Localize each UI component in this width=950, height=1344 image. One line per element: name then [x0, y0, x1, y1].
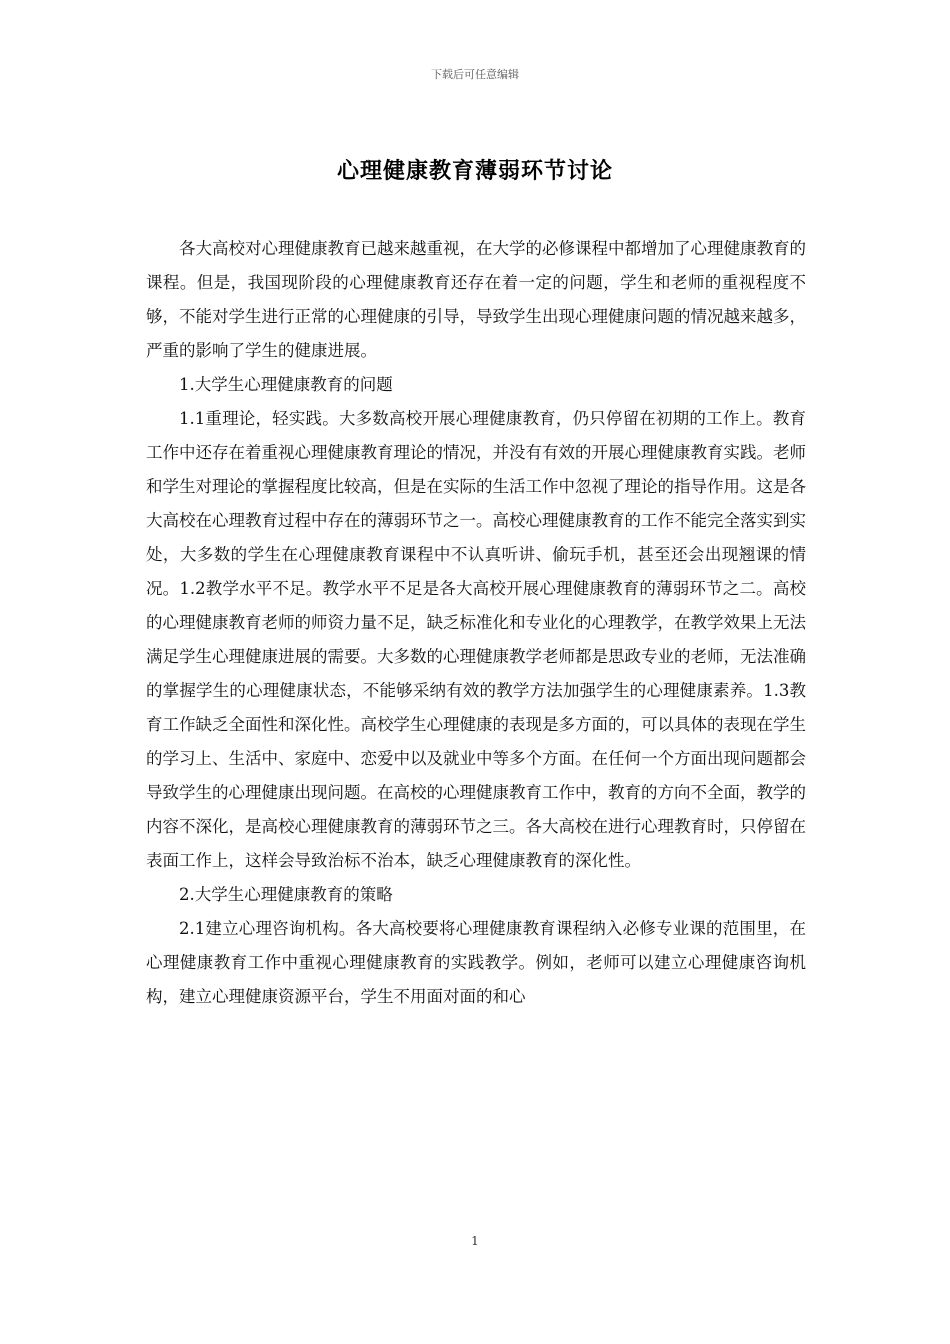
- section-heading-strategies: 2.大学生心理健康教育的策略: [179, 885, 393, 904]
- intro-paragraph: 各大高校对心理健康教育已越来越重视，在大学的必修课程中都增加了心理健康教育的课程。但是，我国现阶段的心理健康教育还存在着一定的问题，学生和老师的重视程度不够，不能对学生进行正常的心理健康的引导，导致学生出现心理健康问题的情况越来越多，严重的影响了学生的健康进展。: [146, 239, 806, 360]
- header-note: 下载后可任意编辑: [431, 68, 519, 81]
- document-title: 心理健康教育薄弱环节讨论: [336, 159, 613, 184]
- problems-paragraph: 1.1重理论，轻实践。大多数高校开展心理健康教育，仍只停留在初期的工作上。教育工作中还存在着重视心理健康教育理论的情况，并没有有效的开展心理健康教育实践。老师和学生对理论的掌握程度比较高，但是在实际的生活工作中忽视了理论的指导作用。这是各大高校在心理教育过程中存在的薄弱环节之一。高校心理健康教育的工作不能完全落实到实处，大多数的学生在心理健康教育课程中不认真听讲、偷玩手机，甚至还会出现翘课的情况。1.2教学水平不足。教学水平不足是各大高校开展心理健康教育的薄弱环节之二。高校的心理健康教育老师的师资力量不足，缺乏标准化和专业化的心理教学，在教学效果上无法满足学生心理健康进展的需要。大多数的心理健康教学老师都是思政专业的老师，无法准确的掌握学生的心理健康状态，不能够采纳有效的教学方法加强学生的心理健康素养。1.3教育工作缺乏全面性和深化性。高校学生心理健康的表现是多方面的，可以具体的表现在学生的学习上、生活中、家庭中、恋爱中以及就业中等多个方面。在任何一个方面出现问题都会导致学生的心理健康出现问题。在高校的心理健康教育工作中，教育的方向不全面，教学的内容不深化，是高校心理健康教育的薄弱环节之三。各大高校在进行心理教育时，只停留在表面工作上，这样会导致治标不治本，缺乏心理健康教育的深化性。: [146, 409, 806, 870]
- page-number: 1: [471, 1234, 479, 1248]
- document-body: [146, 232, 806, 1014]
- strategies-paragraph: 2.1建立心理咨询机构。各大高校要将心理健康教育课程纳入必修专业课的范围里，在心理健康教育工作中重视心理健康教育的实践教学。例如，老师可以建立心理健康咨询机构，建立心理健康资源平台，学生不用面对面的和心: [146, 919, 806, 1006]
- section-heading-problems: 1.大学生心理健康教育的问题: [179, 375, 393, 394]
